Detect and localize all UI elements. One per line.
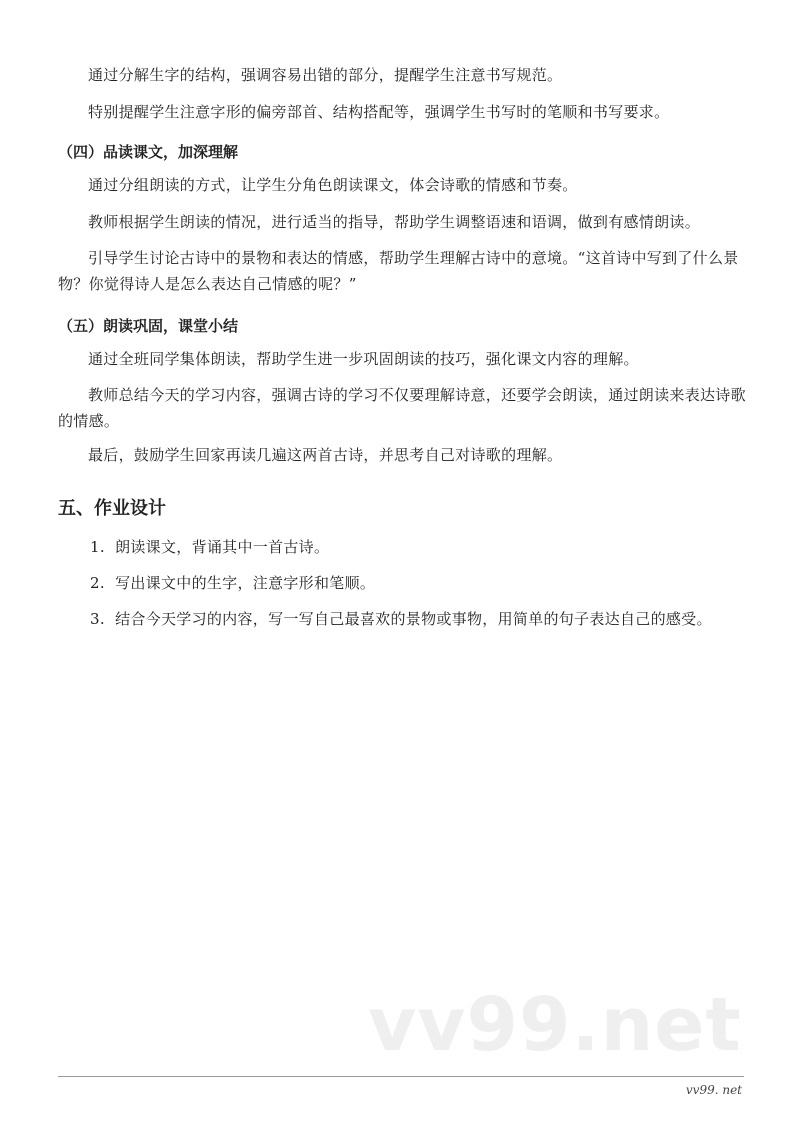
paragraph: 通过全班同学集体朗读，帮助学生进一步巩固朗读的技巧，强化课文内容的理解。 <box>88 350 639 368</box>
homework-item <box>90 608 760 630</box>
paragraph: 教师根据学生朗读的情况，进行适当的指导，帮助学生调整语速和语调，做到有感情朗读。 <box>88 213 701 231</box>
subsection-heading-5: （五）朗读巩固，课堂小结 <box>58 317 239 335</box>
paragraph: 最后，鼓励学生回家再读几遍这两首古诗，并思考自己对诗歌的理解。 <box>88 446 563 464</box>
paragraph: 通过分解生字的结构，强调容易出错的部分，提醒学生注意书写规范。 <box>88 66 563 84</box>
list-number: 1. <box>90 538 105 556</box>
homework-item <box>90 536 760 558</box>
homework-item <box>90 572 760 594</box>
list-text: 结合今天学习的内容，写一写自己最喜欢的景物或事物，用简单的句子表达自己的感受。 <box>115 610 712 628</box>
section-heading-homework: 五、作业设计 <box>58 498 166 519</box>
footer-divider <box>58 1076 744 1077</box>
subsection-heading-4: （四）品读课文，加深理解 <box>58 143 239 161</box>
watermark: vv99.net <box>368 982 742 1068</box>
list-number: 2. <box>90 574 105 592</box>
list-text: 写出课文中的生字，注意字形和笔顺。 <box>115 574 376 592</box>
footer-site: vv99. net <box>685 1083 742 1097</box>
list-text: 朗读课文，背诵其中一首古诗。 <box>115 538 330 556</box>
paragraph: 引导学生讨论古诗中的景物和表达的情感，帮助学生理解古诗中的意境。“这首诗中写到了什么景物？你觉得诗人是怎么表达自己情感的呢？” <box>58 249 739 293</box>
list-number: 3. <box>90 610 105 628</box>
paragraph: 通过分组朗读的方式，让学生分角色朗读课文，体会诗歌的情感和节奏。 <box>88 176 578 194</box>
paragraph: 教师总结今天的学习内容，强调古诗的学习不仅要理解诗意，还要学会朗读，通过朗读来表达诗歌的情感。 <box>58 386 746 430</box>
paragraph: 特别提醒学生注意字形的偏旁部首、结构搭配等，强调学生书写时的笔顺和书写要求。 <box>88 103 670 121</box>
